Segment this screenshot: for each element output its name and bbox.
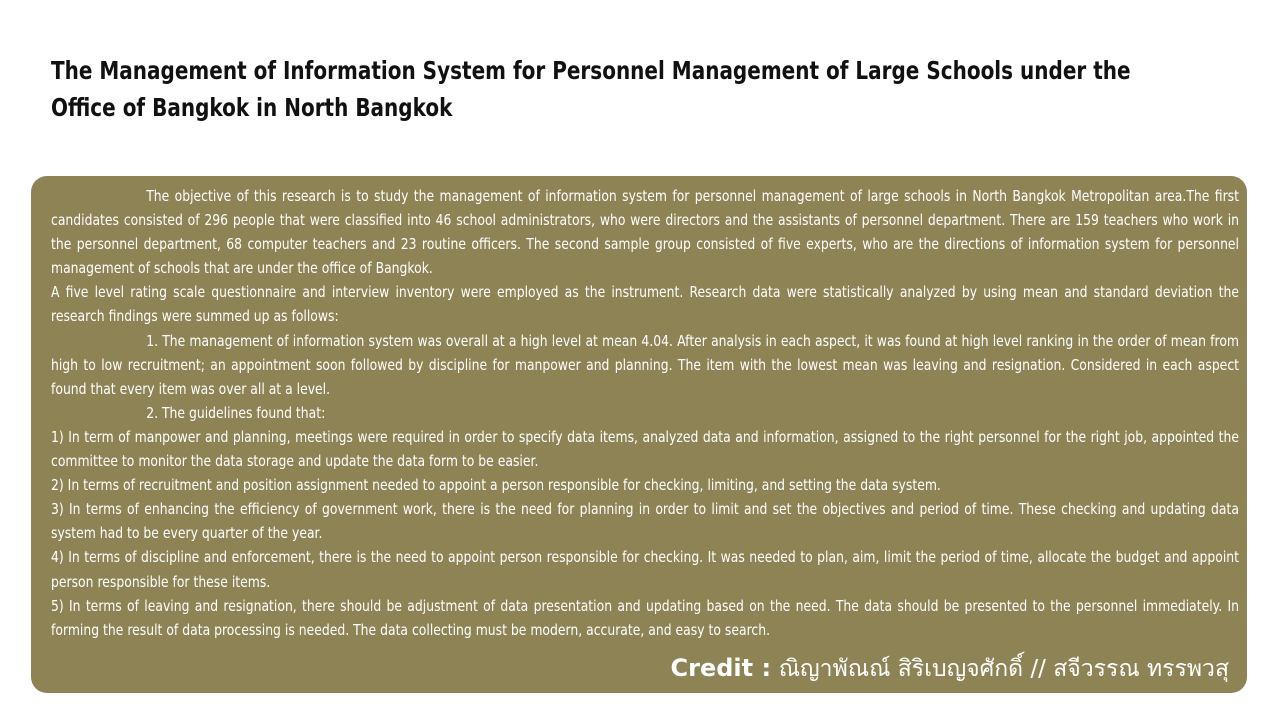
- abstract-paragraph-method: A five level rating scale questionnaire and interview inventory were employed as the instrument. Research data were statistically analyzed by using mean and standard deviation the research findings were summed up as follows:: [51, 283, 1239, 326]
- credit-label: Credit :: [670, 654, 772, 682]
- finding-2-heading: 2. The guidelines found that:: [146, 403, 326, 422]
- abstract-paragraph-objective: The objective of this research is to study the management of information system for personnel management of large schools in North Bangkok Metropolitan area.The first candidates consisted of 296 people that were classified into 46 school administrators, who were directors and the assistants of personnel department. There are 159 teachers who work in the personnel department, 68 computer teachers and 23 routine officers. The second sample group consisted of five experts, who are the directions of information system for personnel management of schools that are under the office of Bangkok.: [51, 187, 1240, 278]
- guideline-4: 4) In terms of discipline and enforcement, there is the need to appoint person responsible for checking. It was needed to plan, aim, limit the period of time, allocate the budget and appoint person responsible for these items.: [51, 548, 1239, 591]
- slide-title: The Management of Information System for Personnel Management of Large Schools under the Office of Bangkok in North Bangkok: [51, 56, 1131, 122]
- guideline-2: 2) In terms of recruitment and position assignment needed to appoint a person responsible for checking, limiting, and setting the data system.: [51, 476, 941, 495]
- guideline-1: 1) In term of manpower and planning, meetings were required in order to specify data items, analyzed data and information, assigned to the right personnel for the right job, appointed the committee to monitor the data storage and update the data form to be easier.: [51, 427, 1239, 471]
- abstract-text: [51, 184, 1239, 642]
- credit-names: ณิญาพัณณ์ สิริเบญจศักดิ์ // สจีวรรณ ทรรพวสุ: [778, 656, 1229, 682]
- guideline-3: 3) In terms of enhancing the efficiency of government work, there is the need for planning in order to limit and set the objectives and period of time. These checking and updating data system had to be every quarter of the year.: [51, 500, 1239, 543]
- finding-1: 1. The management of information system was overall at a high level at mean 4.04. After analysis in each aspect, it was found at high level ranking in the order of mean from high to low recruitment; an appointment soon followed by discipline for manpower and planning. The item with the lowest mean was leaving and resignation. Considered in each aspect found that every item was over all at a level.: [51, 331, 1240, 398]
- guideline-5: 5) In terms of leaving and resignation, there should be adjustment of data presentation and updating based on the need. The data should be presented to the personnel immediately. In forming the result of data processing is needed. The data collecting must be modern, accurate, and easy to search.: [51, 596, 1239, 639]
- credit-line: [671, 652, 1229, 685]
- abstract-panel: [31, 176, 1247, 693]
